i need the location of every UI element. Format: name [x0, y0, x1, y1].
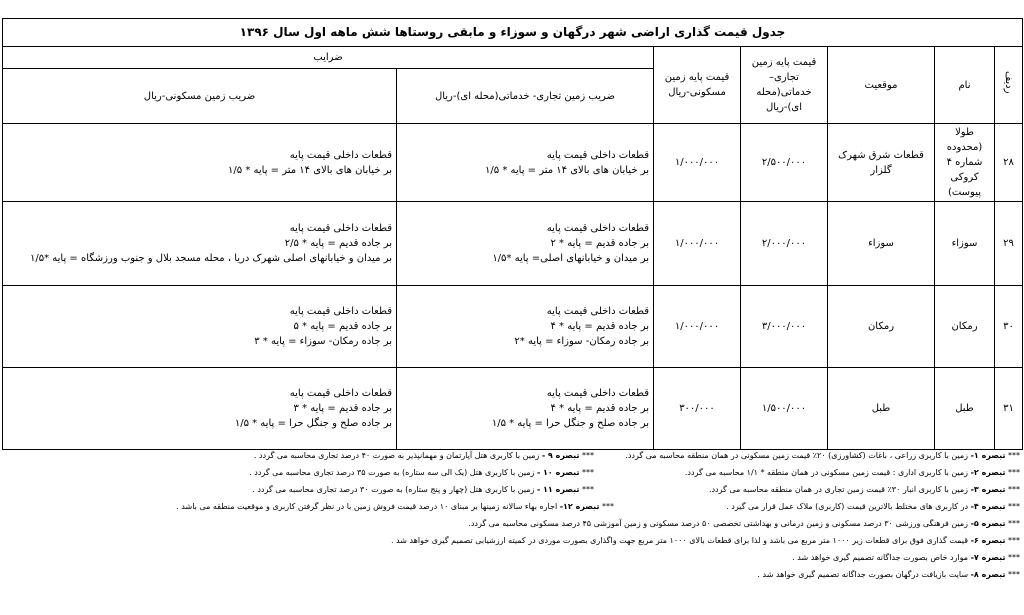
row-residential-coef: قطعات داخلی قیمت پایه بر جاده قدیم = پایه * ۲/۵ بر میدان و خیابانهای اصلی شهرک دریا ، محله مسجد بلال و جنوب ورزشگاه = پایه *۱/۵ — [3, 202, 397, 286]
row-commercial-base: ۲/۰۰۰/۰۰۰ — [741, 202, 828, 286]
note-11: *** تبصره ۱۱ - زمین با کاربری هتل (چهار و پنج ستاره) به صورت ۳۰ درصد تجاری محاسبه می گردد . — [252, 485, 594, 494]
row-commercial-coef: قطعات داخلی قیمت پایه بر خیابان های بالای ۱۴ متر = پایه * ۱/۵ — [397, 124, 654, 202]
header-residential-coef: ضریب زمین مسکونی-ریال — [3, 69, 397, 124]
row-residential-coef: قطعات داخلی قیمت پایه بر جاده قدیم = پایه * ۳ بر جاده صلح و جنگل حرا = پایه * ۱/۵ — [3, 368, 397, 450]
table-title: جدول قیمت گذاری اراضی شهر درگهان و سوزاء و مابقی روستاها شش ماهه اول سال ۱۳۹۶ — [3, 19, 1023, 47]
header-row-no: ردیف — [995, 47, 1023, 124]
row-residential-coef: قطعات داخلی قیمت پایه بر خیابان های بالای ۱۴ متر = پایه * ۱/۵ — [3, 124, 397, 202]
table-row — [3, 286, 1023, 368]
header-coefficients: ضرایب — [3, 47, 654, 69]
row-residential-base: ۳۰۰/۰۰۰ — [654, 368, 741, 450]
row-name: طبل — [935, 368, 995, 450]
row-location: سوزاء — [828, 202, 935, 286]
row-commercial-coef: قطعات داخلی قیمت پایه بر جاده قدیم = پایه * ۴ بر جاده رمکان- سوزاء = پایه *۲ — [397, 286, 654, 368]
row-name: سوزاء — [935, 202, 995, 286]
header-commercial-coef: ضریب زمین تجاری- خدماتی(محله ای)-ریال — [397, 69, 654, 124]
row-number: ۲۹ — [995, 202, 1023, 286]
row-number: ۳۱ — [995, 368, 1023, 450]
note-2: *** تبصره ۲- زمین با کاربری اداری : قیمت زمین مسکونی در همان منطقه * ۱/۱ محاسبه می گردد. — [684, 468, 1020, 477]
note-9: *** تبصره ۹ - زمین با کاربری هتل آپارتمان و مهمانپذیر به صورت ۴۰ درصد تجاری محاسبه می گردد . — [253, 451, 594, 460]
row-number: ۲۸ — [995, 124, 1023, 202]
row-residential-coef: قطعات داخلی قیمت پایه بر جاده قدیم = پایه * ۵ بر جاده رمکان- سوزاء = پایه * ۳ — [3, 286, 397, 368]
header-location: موقعیت — [828, 47, 935, 124]
row-location: طبل — [828, 368, 935, 450]
table-row — [3, 202, 1023, 286]
row-commercial-coef: قطعات داخلی قیمت پایه بر جاده قدیم = پایه * ۲ بر میدان و خیابانهای اصلی= پایه *۱/۵ — [397, 202, 654, 286]
notes-section — [0, 448, 1024, 615]
note-5: *** تبصره ۵- زمین فرهنگی ورزشی ۳۰ درصد مسکونی و زمین درمانی و بهداشتی تخصصی ۵۰ درصد مسکونی و زمین آموزشی ۴۵ درصد مسکونی محاسبه می گردد. — [468, 519, 1020, 528]
note-4: *** تبصره ۴- در کاربری های مختلط بالاترین قیمت (کاربری) ملاک عمل قرار می گیرد . — [726, 502, 1020, 511]
header-row-1 — [3, 47, 1023, 69]
row-name: رمکان — [935, 286, 995, 368]
note-12: *** تبصره ۱۲- اجاره بهاء سالانه زمینها بر مبنای ۱۰ درصد قیمت فروش زمین با در نظر گرفتن کاربری و موقعیت منطقه می باشد . — [176, 502, 614, 511]
row-residential-base: ۱/۰۰۰/۰۰۰ — [654, 202, 741, 286]
row-residential-base: ۱/۰۰۰/۰۰۰ — [654, 286, 741, 368]
row-location: رمکان — [828, 286, 935, 368]
row-commercial-coef: قطعات داخلی قیمت پایه بر جاده قدیم = پایه * ۴ بر جاده صلح و جنگل حرا = پایه * ۱/۵ — [397, 368, 654, 450]
price-table — [2, 18, 1023, 450]
row-location: قطعات شرق شهرک گلزار — [828, 124, 935, 202]
note-10: *** تبصره ۱۰ - زمین با کاربری هتل (یک الی سه ستاره) به صورت ۳۵ درصد تجاری محاسبه می گردد . — [249, 468, 594, 477]
table-row — [3, 368, 1023, 450]
title-row — [3, 19, 1023, 47]
row-commercial-base: ۱/۵۰۰/۰۰۰ — [741, 368, 828, 450]
header-commercial-base: قیمت پایه زمین تجاری– خدماتی(محله ای)-ریال — [741, 47, 828, 124]
header-residential-base: قیمت پایه زمین مسکونی-ریال — [654, 47, 741, 124]
note-3: *** تبصره ۳- زمین با کاربری انبار ۳۰٪ قیمت زمین تجاری در همان منطقه محاسبه می گردد. — [708, 485, 1020, 494]
note-7: *** تبصره ۷- موارد خاص بصورت جداگانه تصمیم گیری خواهد شد . — [792, 553, 1020, 562]
row-commercial-base: ۲/۵۰۰/۰۰۰ — [741, 124, 828, 202]
row-number: ۳۰ — [995, 286, 1023, 368]
table-row — [3, 124, 1023, 202]
note-8: *** تبصره ۸- سایت بازیافت درگهان بصورت جداگانه تصمیم گیری خواهد شد . — [757, 570, 1020, 579]
row-commercial-base: ۳/۰۰۰/۰۰۰ — [741, 286, 828, 368]
note-6: *** تبصره ۶- قیمت گذاری فوق برای قطعات زیر ۱۰۰۰ متر مربع می باشد و لذا برای قطعات بالای ۱۰۰۰ متر مربع جهت واگذاری بصورت موردی در کمیته ارزشیابی تصمیم گیری خواهد شد . — [390, 536, 1020, 545]
note-1: *** تبصره ۱- زمین با کاربری زراعی ، باغات (کشاورزی) ۲۰٪ قیمت زمین مسکونی در همان منطقه محاسبه می گردد. — [625, 451, 1020, 460]
header-name: نام — [935, 47, 995, 124]
row-residential-base: ۱/۰۰۰/۰۰۰ — [654, 124, 741, 202]
row-name: طولا (محدوده شماره ۴ کروکی پیوست) — [935, 124, 995, 202]
